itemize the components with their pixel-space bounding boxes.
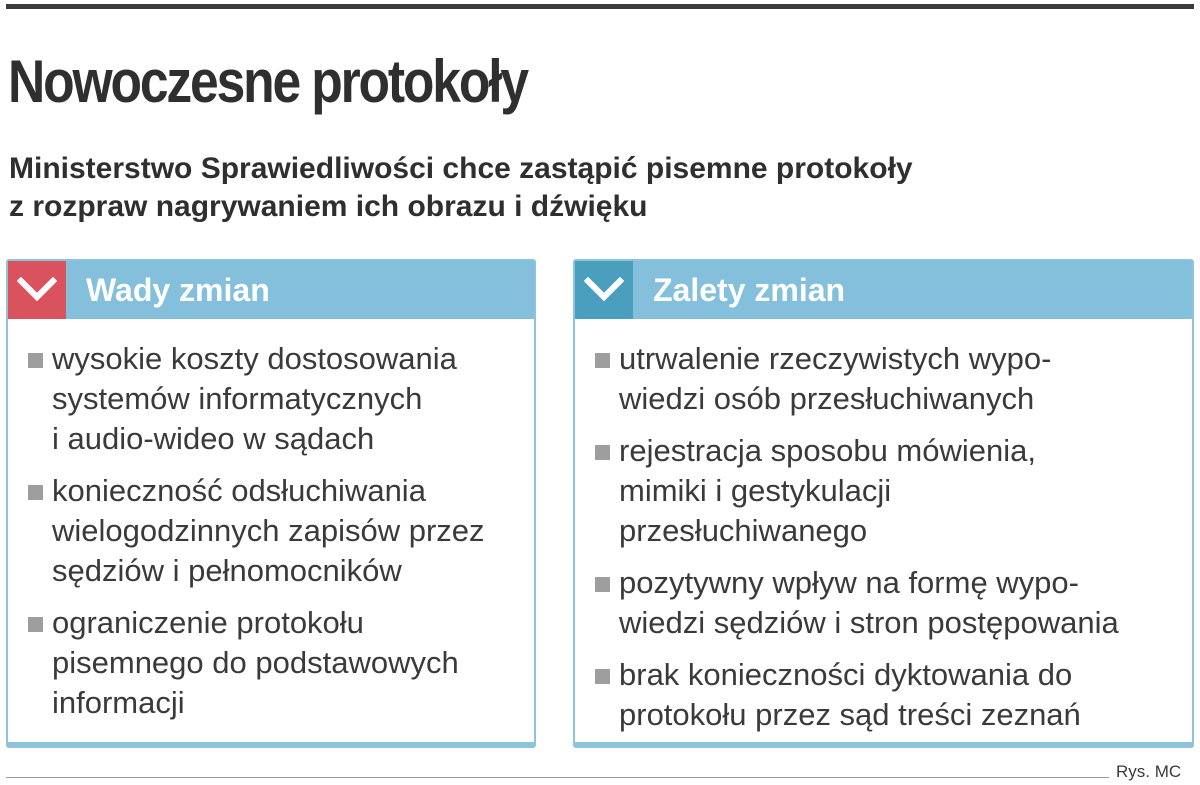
list-item xyxy=(595,563,1184,643)
pros-panel-title: Zalety zmian xyxy=(653,272,846,308)
subtitle xyxy=(9,150,1159,226)
item-line: wiedzi sędziów i stron postępowania xyxy=(619,605,1119,640)
item-line: konieczność odsłuchiwania xyxy=(52,473,426,508)
item-line: wiedzi osób przesłuchiwanych xyxy=(619,381,1035,416)
list-item xyxy=(28,603,526,723)
square-bullet-icon xyxy=(595,353,610,368)
item-line: i audio-wideo w sądach xyxy=(52,421,375,456)
item-line: utrwalenie rzeczywistych wypo- xyxy=(619,341,1052,376)
item-line: rejestracja sposobu mówienia, xyxy=(619,433,1036,468)
pros-list xyxy=(595,339,1184,747)
item-line: informacji xyxy=(52,685,185,720)
top-rule xyxy=(6,4,1194,9)
check-icon xyxy=(8,261,66,319)
item-line: sędziów i pełnomocników xyxy=(52,553,402,588)
list-item xyxy=(595,655,1184,735)
item-line: wielogodzinnych zapisów przez xyxy=(52,513,485,548)
item-line: ograniczenie protokołu xyxy=(52,605,364,640)
square-bullet-icon xyxy=(28,353,43,368)
item-line: pisemnego do podstawowych xyxy=(52,645,459,680)
square-bullet-icon xyxy=(595,669,610,684)
cons-panel xyxy=(6,259,536,748)
item-line: przesłuchiwanego xyxy=(619,513,868,548)
item-line: protokołu przez sąd treści zeznań xyxy=(619,697,1081,732)
list-item xyxy=(28,471,526,591)
list-item xyxy=(28,339,526,459)
credit: Rys. MC xyxy=(1116,762,1182,781)
item-line: wysokie koszty dostosowania xyxy=(52,341,457,376)
square-bullet-icon xyxy=(28,485,43,500)
pros-panel-header xyxy=(575,261,1192,319)
square-bullet-icon xyxy=(595,577,610,592)
cons-panel-header xyxy=(8,261,534,319)
item-line: brak konieczności dyktowania do xyxy=(619,657,1073,692)
list-item xyxy=(595,339,1184,419)
page-title: Nowoczesne protokoły xyxy=(8,48,527,115)
item-line: pozytywny wpływ na formę wypo- xyxy=(619,565,1079,600)
square-bullet-icon xyxy=(595,445,610,460)
bottom-rule xyxy=(6,777,1109,778)
square-bullet-icon xyxy=(28,617,43,632)
cons-list xyxy=(28,339,526,735)
pros-panel xyxy=(573,259,1194,748)
cons-panel-title: Wady zmian xyxy=(86,272,270,308)
list-item xyxy=(595,431,1184,551)
item-line: systemów informatycznych xyxy=(52,381,423,416)
item-line: mimiki i gestykulacji xyxy=(619,473,892,508)
subtitle-line: Ministerstwo Sprawiedliwości chce zastąpić pisemne protokoły xyxy=(9,152,913,185)
check-icon xyxy=(575,261,633,319)
subtitle-line: z rozpraw nagrywaniem ich obrazu i dźwięku xyxy=(9,190,648,223)
